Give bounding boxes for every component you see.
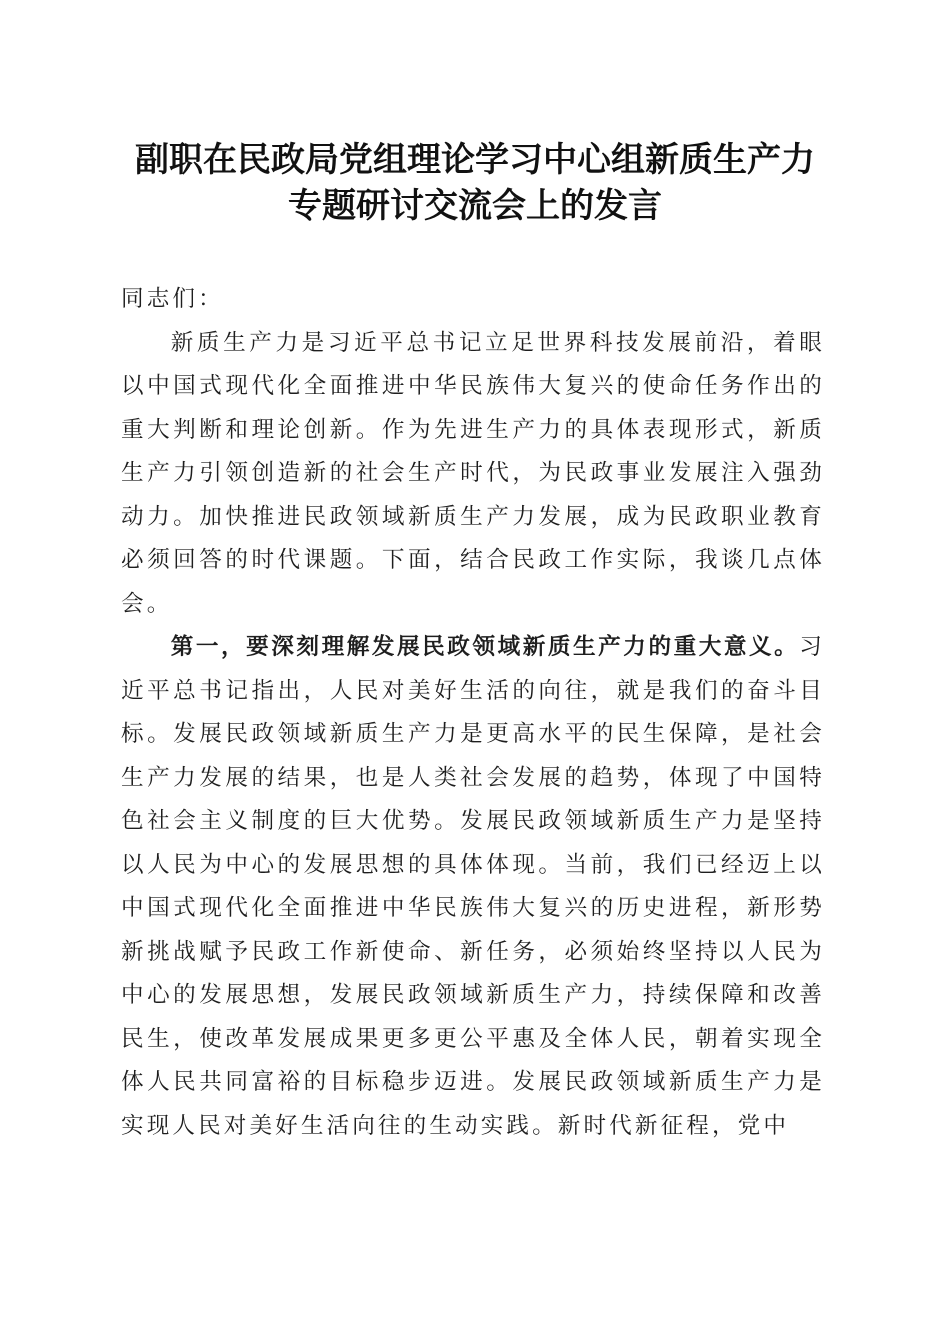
paragraph-intro: 新质生产力是习近平总书记立足世界科技发展前沿，着眼以中国式现代化全面推进中华民族伟大复兴的使命任务作出的重大判断和理论创新。作为先进生产力的具体表现形式，新质生产力引领创造新的社会生产时代，为民政事业发展注入强劲动力。加快推进民政领域新质生产力发展，成为民政职业教育必须回答的时代课题。下面，结合民政工作实际，我谈几点体会。 bbox=[121, 329, 825, 617]
document-title bbox=[90, 137, 860, 229]
salutation: 同志们： bbox=[121, 286, 224, 312]
document-body bbox=[121, 278, 825, 1148]
title-line-2: 专题研讨交流会上的发言 bbox=[288, 186, 662, 226]
title-line-1: 副职在民政局党组理论学习中心组新质生产力 bbox=[135, 140, 815, 180]
section-heading: 第一，要深刻理解发展民政领域新质生产力的重大意义。 bbox=[170, 634, 800, 660]
paragraph-first-point-text: 习近平总书记指出，人民对美好生活的向往，就是我们的奋斗目标。发展民政领域新质生产力是更高水平的民生保障，是社会生产力发展的结果，也是人类社会发展的趋势，体现了中国特色社会主义制度的巨大优势。发展民政领域新质生产力是坚持以人民为中心的发展思想的具体体现。当前，我们已经迈上以中国式现代化全面推进中华民族伟大复兴的历史进程，新形势新挑战赋予民政工作新使命、新任务，必须始终坚持以人民为中心的发展思想，发展民政领域新质生产力，持续保障和改善民生，使改革发展成果更多更公平惠及全体人民，朝着实现全体人民共同富裕的目标稳步迈进。发展民政领域新质生产力是实现人民对美好生活向往的生动实践。新时代新征程，党中 bbox=[121, 634, 825, 1139]
paragraph-first-point bbox=[121, 626, 825, 1148]
